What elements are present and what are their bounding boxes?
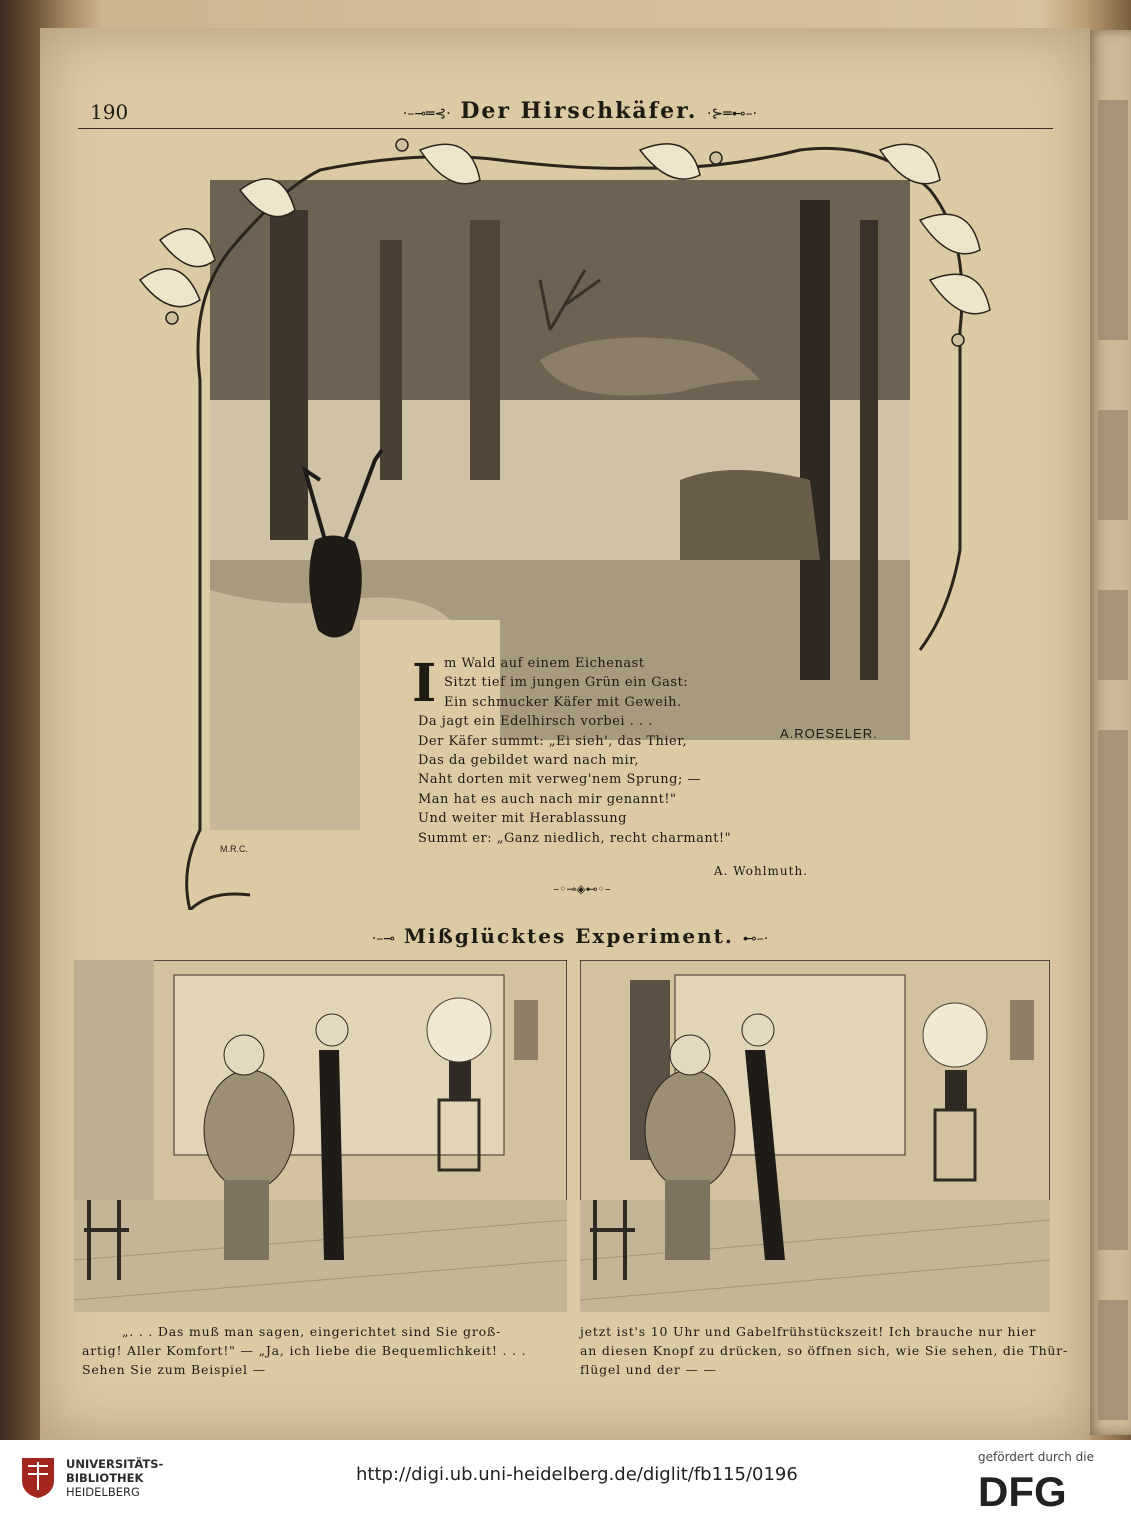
library-name-line: BIBLIOTHEK: [66, 1471, 144, 1485]
header-rule: [78, 128, 1053, 129]
page-number: 190: [90, 100, 129, 124]
sponsor-text: gefördert durch die: [978, 1450, 1094, 1464]
poem-line: Und weiter mit Herablassung: [418, 811, 628, 827]
tree-trunk: [800, 200, 830, 680]
poem-end-ornament: –◦⊸◈⊷◦–: [553, 882, 611, 896]
page-title: Der Hirschkäfer.: [460, 98, 698, 124]
cartoon-panel-right: [580, 960, 1050, 1312]
poem-line: m Wald auf einem Eichenast: [444, 656, 645, 671]
caption-line: jetzt ist's 10 Uhr und Gabelfrühstückszeit! Ich brauche nur hier: [580, 1324, 1037, 1339]
acorn-icon: [396, 139, 408, 151]
poem-drop-cap: I: [412, 653, 437, 714]
tree-trunk: [860, 220, 878, 680]
dfg-logo-text: DFG: [978, 1470, 1067, 1510]
tree-trunk: [380, 240, 402, 480]
acorn-icon: [952, 334, 964, 346]
digitization-footer: [0, 1440, 1131, 1521]
dfg-logo-icon: [978, 1470, 1118, 1510]
poem-line: Man hat es auch nach mir genannt!": [418, 791, 677, 807]
university-seal-icon: [18, 1454, 58, 1500]
caption-line: „. . . Das muß man sagen, eingerichtet sind Sie groß-: [122, 1324, 502, 1339]
acorn-icon: [710, 152, 722, 164]
title-ornament-right: ·⊱═⊷–·: [707, 106, 758, 122]
acorn-icon: [166, 312, 178, 324]
cartoon-caption-right: [580, 1322, 1069, 1379]
tree-trunk: [270, 210, 308, 540]
caption-line: Sehen Sie zum Beispiel —: [82, 1362, 266, 1377]
cartoon-panel-left: [74, 960, 567, 1312]
stout-man-figure: [645, 1070, 735, 1190]
plant-vase-icon: [449, 1060, 471, 1100]
cartoon-ornament-left: ·–⊸: [371, 931, 395, 947]
plant-vase-icon: [945, 1070, 967, 1110]
poem-line: Ein schmucker Käfer mit Geweih.: [444, 694, 682, 710]
poem-line: Summt er: „Ganz niedlich, recht charmant!": [418, 830, 732, 846]
poem-line: Sitzt tief im jungen Grün ein Gast:: [444, 675, 689, 691]
permalink-url[interactable]: http://digi.ub.uni-heidelberg.de/diglit/fb115/0196: [356, 1464, 798, 1485]
poem-block: [412, 653, 808, 878]
caption-line: flügel und der — —: [580, 1362, 717, 1377]
cartoon-ornament-right: ⊷–·: [742, 931, 769, 947]
poem-line: Da jagt ein Edelhirsch vorbei . . .: [418, 714, 653, 730]
artist-signature: A.ROESELER.: [780, 726, 878, 741]
poem-line: Naht dorten mit verweg'nem Sprung; —: [418, 772, 701, 788]
poem-author: A. Wohlmuth.: [713, 864, 808, 878]
cartoon-title: Mißglücktes Experiment.: [403, 924, 734, 948]
cartoon-caption-left: [82, 1322, 562, 1379]
caption-line: an diesen Knopf zu drücken, so öffnen sich, wie Sie sehen, die Thür-: [580, 1343, 1069, 1358]
stag-beetle-icon: [309, 535, 362, 637]
poem-line: Das da gebildet ward nach mir,: [418, 753, 640, 769]
library-name-line: UNIVERSITÄTS-: [66, 1457, 164, 1471]
engraver-signature: M.R.C.: [220, 844, 248, 854]
cartoon-title-row: [330, 924, 810, 948]
page-title-row: [300, 98, 860, 124]
library-name: [66, 1457, 163, 1499]
poem-line: Der Käfer summt: „Ei sieh', das Thier,: [418, 733, 688, 749]
caption-line: artig! Aller Komfort!" — „Ja, ich liebe die Bequemlichkeit! . . .: [82, 1343, 527, 1358]
library-name-line: HEIDELBERG: [66, 1485, 140, 1499]
adjacent-page-edge: [1088, 30, 1131, 1435]
stout-man-figure: [204, 1070, 294, 1190]
title-ornament-left: ·–⊸═⊰·: [402, 106, 451, 122]
tree-stump: [680, 470, 820, 560]
tree-trunk: [470, 220, 500, 480]
